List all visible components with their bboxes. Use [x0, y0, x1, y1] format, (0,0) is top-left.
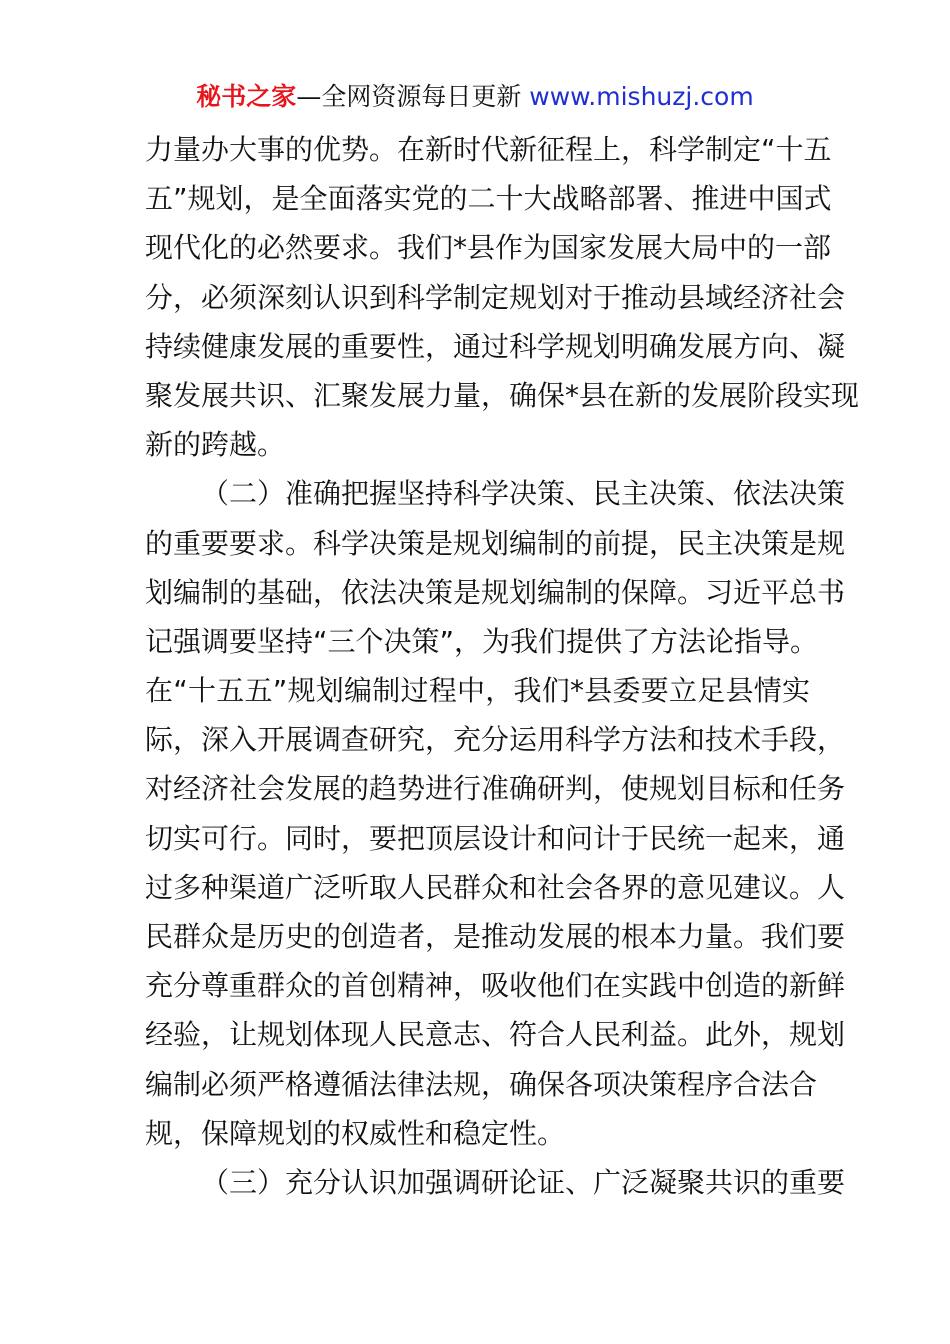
text-line: 新的跨越。 [145, 428, 286, 462]
text-line: 规，保障规划的权威性和稳定性。 [145, 1116, 566, 1150]
text-line: 过多种渠道广泛听取人民群众和社会各界的意见建议。人 [145, 870, 846, 904]
page-header [0, 80, 950, 114]
text-line: 分，必须深刻认识到科学制定规划对于推动县域经济社会 [145, 280, 846, 314]
header-url[interactable]: www.mishuzj.com [529, 82, 754, 111]
text-line: 充分尊重群众的首创精神，吸收他们在实践中创造的新鲜 [145, 969, 846, 1003]
text-line: 现代化的必然要求。我们*县作为国家发展大局中的一部 [145, 231, 832, 265]
header-tagline: —全网资源每日更新 [296, 82, 530, 111]
text-line: 民群众是历史的创造者，是推动发展的根本力量。我们要 [145, 920, 846, 953]
brand-name: 秘书之家 [196, 82, 297, 111]
text-line: 聚发展共识、汇聚发展力量，确保*县在新的发展阶段实现 [145, 378, 860, 412]
text-line: 际，深入开展调查研究，充分运用科学方法和技术手段， [145, 723, 846, 757]
paragraph-heading-2: （二）准确把握坚持科学决策、民主决策、依法决策 [201, 477, 846, 511]
text-line: 经验，让规划体现人民意志、符合人民利益。此外，规划 [145, 1018, 846, 1052]
paragraph-heading-3: （三）充分认识加强调研论证、广泛凝聚共识的重要 [201, 1165, 846, 1199]
text-line: 划编制的基础，依法决策是规划编制的保障。习近平总书 [145, 575, 846, 609]
text-line: 五”规划，是全面落实党的二十大战略部署、推进中国式 [145, 182, 832, 216]
document-body [145, 125, 860, 1207]
text-line: 持续健康发展的重要性，通过科学规划明确发展方向、凝 [145, 329, 846, 363]
text-line: 在“十五五”规划编制过程中，我们*县委要立足县情实 [145, 674, 810, 708]
text-line: 记强调要坚持“三个决策”，为我们提供了方法论指导。 [145, 624, 819, 658]
text-line: 编制必须严格遵循法律法规，确保各项决策程序合法合 [145, 1067, 818, 1101]
text-line: 切实可行。同时，要把顶层设计和问计于民统一起来，通 [145, 821, 846, 855]
text-line: 的重要要求。科学决策是规划编制的前提，民主决策是规 [145, 526, 846, 560]
text-line: 对经济社会发展的趋势进行准确研判，使规划目标和任务 [145, 772, 846, 806]
text-line: 力量办大事的优势。在新时代新征程上，科学制定“十五 [145, 133, 832, 166]
